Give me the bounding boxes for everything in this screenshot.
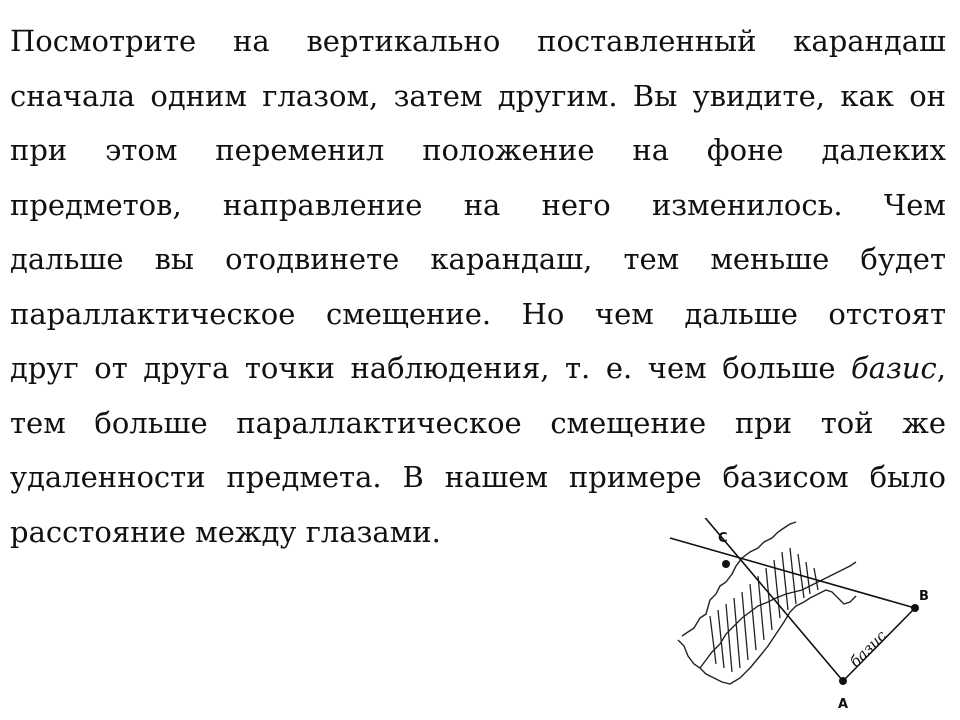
background-outline-3 [678, 602, 804, 684]
label-c: C [718, 531, 728, 546]
text-line-1: Посмотрите на вертикально поставленный карандаш [10, 24, 946, 58]
text-line-7-comma: , [936, 351, 946, 385]
parallax-diagram [660, 518, 950, 718]
point-c [722, 560, 730, 568]
text-line-7-start: друг от друга точки наблюдения, т. е. чем больше [10, 351, 852, 385]
body-paragraph [10, 14, 946, 559]
text-line-2: сначала одним глазом, затем другим. Вы увидите, как он [10, 78, 946, 113]
point-b [911, 604, 919, 612]
text-line-7 [10, 341, 946, 396]
background-outline [682, 522, 796, 636]
text-line-4: предметов, направление на него изменилось. Чем [10, 187, 946, 222]
sight-line-b-c [670, 538, 915, 608]
text-line-3: при этом переменил положение на фоне далеких [10, 133, 946, 167]
label-b: B [919, 589, 929, 604]
text-line-6: параллактическое смещение. Но чем дальше отстоят [10, 296, 946, 331]
text-line-9: удаленности предмета. В нашем примере базисом было [10, 460, 946, 494]
text-line-5: дальше вы отодвинете карандаш, тем меньше будет [10, 242, 946, 276]
text-line-10: расстояние между глазами. [10, 514, 441, 549]
point-a [839, 677, 847, 685]
background-outline-4 [804, 590, 856, 604]
background-outline-2 [700, 562, 856, 668]
label-basis: базис [846, 626, 891, 671]
italic-term-basis: базис [851, 351, 937, 385]
label-a: A [838, 697, 849, 712]
text-line-8: тем больше параллактическое смещение при той же [10, 405, 946, 440]
